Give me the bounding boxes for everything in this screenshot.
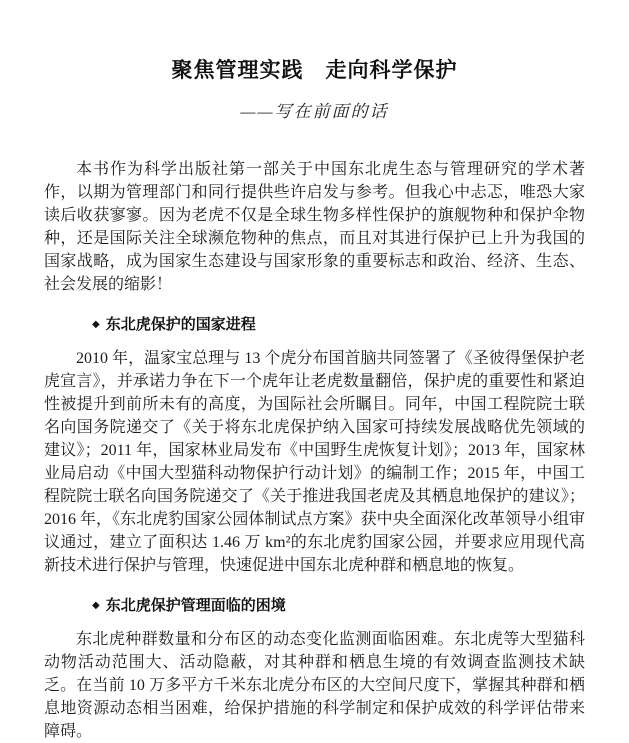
section-heading <box>92 594 585 615</box>
diamond-bullet-icon: ◆ <box>92 600 100 611</box>
section-heading-text: 东北虎保护的国家进程 <box>105 316 256 333</box>
section-heading <box>92 313 585 334</box>
intro-paragraph: 本书作为科学出版社第一部关于中国东北虎生态与管理研究的学术著作，以期为管理部门和同行提供些许启发与参考。但我心中忐忑，唯恐大家读后收获寥寥。因为老虎不仅是全球生物多样性保护的旗舰物种和保护伞物种，还是国际关注全球濒危物种的焦点，而且对其进行保护已上升为我国的国家战略，成为国家生态建设与国家形象的重要标志和政治、经济、生态、社会发展的缩影！ <box>44 161 585 293</box>
section-paragraph: 2010 年，温家宝总理与 13 个虎分布国首脑共同签署了《圣彼得堡保护老虎宣言》，并承诺力争在下一个虎年让老虎数量翻倍，保护虎的重要性和紧迫性被提升到前所未有的高度，为国际社会所瞩目。同年，中国工程院院士联名向国务院递交了《关于将东北虎保护纳入国家可持续发展战略优先领域的建议》；2011 年，国家林业局发布《中国野生虎恢复计划》；2013 年，国家林业局启动《中国大型猫科动物保护行动计划》的编制工作；2015 年，中国工程院院士联名向国务院递交了《关于推进我国老虎及其栖息地保护的建议》；2016 年，《东北虎豹国家公园体制试点方案》获中央全面深化改革领导小组审议通过，建立了面积达 1.46 万 km²的东北虎豹国家公园，并要求应用现代高新技术进行保护与管理，快速促进中国东北虎种群和栖息地的恢复。 <box>44 350 585 574</box>
section-national-progress <box>44 313 585 577</box>
document-subtitle: ——写在前面的话 <box>240 102 389 121</box>
section-management-challenges <box>44 594 585 743</box>
section-heading-text: 东北虎保护管理面临的困境 <box>105 597 286 614</box>
document-title: 聚焦管理实践 走向科学保护 <box>171 59 458 82</box>
section-paragraph: 东北虎种群数量和分布区的动态变化监测面临困难。东北虎等大型猫科动物活动范围大、活动隐蔽，对其种群和栖息生境的有效调查监测技术缺乏。在当前 10 万多平方千米东北虎分布区的大空间尺度下，掌握其种群和栖息地资源动态相当困难，给保护措施的科学制定和保护成效的科学评估带来障碍。 <box>44 631 585 740</box>
diamond-bullet-icon: ◆ <box>92 319 100 330</box>
